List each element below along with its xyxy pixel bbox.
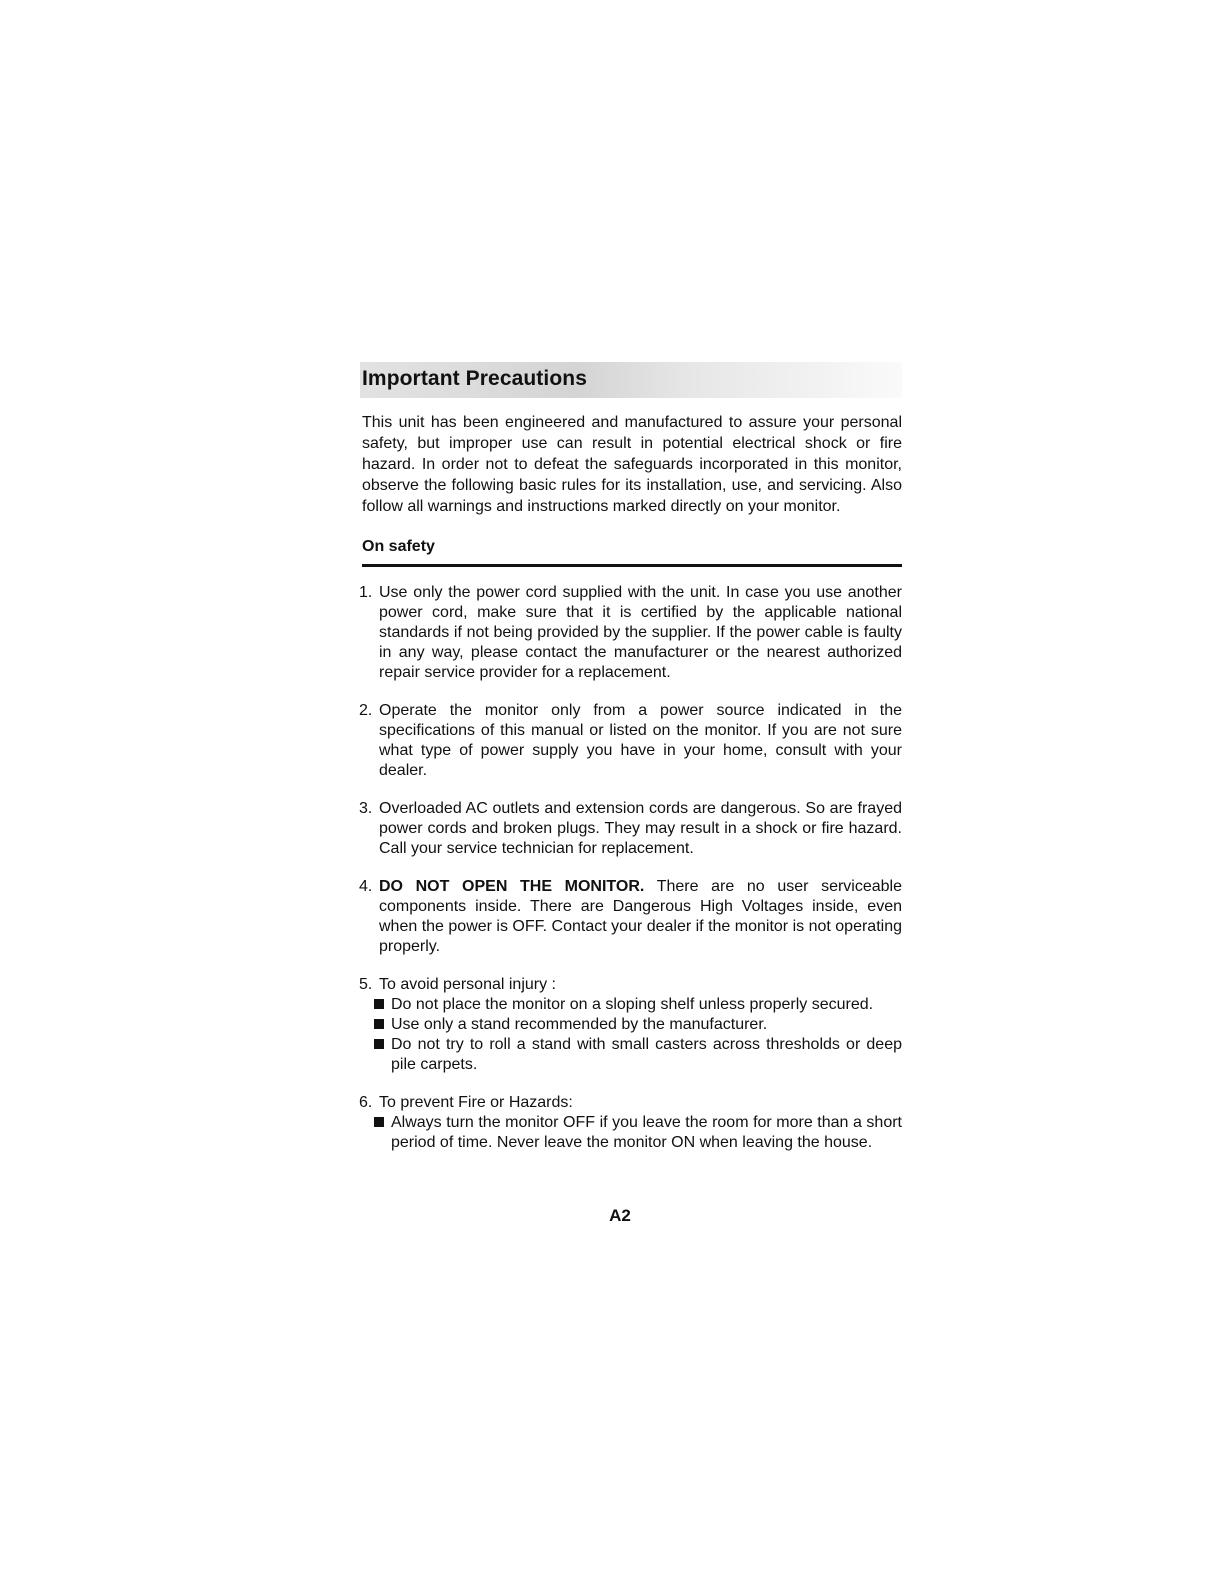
- page-title: Important Precautions: [362, 367, 587, 390]
- bullet-text: Do not try to roll a stand with small casters across thresholds or deep pile carpets.: [391, 1036, 902, 1073]
- item-number: 2.: [359, 702, 373, 719]
- square-bullet-icon: [374, 1039, 384, 1049]
- square-bullet-icon: [374, 1019, 384, 1029]
- bullet-text: Do not place the monitor on a sloping shelf unless properly secured.: [391, 996, 874, 1013]
- item-text: To prevent Fire or Hazards:: [379, 1094, 573, 1111]
- section-heading: On safety: [362, 538, 435, 555]
- intro-paragraph: This unit has been engineered and manufactured to assure your personal safety, but improper use can result in potential electrical shock or fire hazard. In order not to defeat the safeguards incorporated in this monitor, observe the following basic rules for its installation, use, and servicing. Also follow all warnings and instructions marked directly on your monitor.: [362, 414, 902, 515]
- safety-item-3: [359, 799, 902, 859]
- item-number: 5.: [359, 976, 373, 993]
- bullet-item: [374, 1035, 902, 1075]
- item-number: 6.: [359, 1094, 373, 1111]
- safety-item-6: [359, 1093, 902, 1153]
- square-bullet-icon: [374, 999, 384, 1009]
- safety-item-2: [359, 701, 902, 781]
- item-text: Use only the power cord supplied with the unit. In case you use another power cord, make sure that it is certified by the applicable national standards if not being provided by the supplier. If the power cable is faulty in any way, please contact the manufacturer or the nearest authorized repair service provider for a replacement.: [379, 584, 902, 681]
- square-bullet-icon: [374, 1117, 384, 1127]
- item-number: 1.: [359, 584, 373, 601]
- item-text: There are no user serviceable components inside. There are Dangerous High Voltages inside, even when the power is OFF. Contact your dealer if the monitor is not operating properly.: [379, 878, 902, 955]
- item-number: 4.: [359, 878, 373, 895]
- safety-item-5: [359, 975, 902, 1075]
- item-text: To avoid personal injury :: [379, 976, 556, 993]
- document-body: [359, 362, 902, 1153]
- safety-list: [359, 583, 902, 1153]
- page-number: A2: [609, 1206, 631, 1225]
- item-warning: DO NOT OPEN THE MONITOR.: [379, 878, 645, 895]
- item-text: Overloaded AC outlets and extension cords are dangerous. So are frayed power cords and broken plugs. They may result in a shock or fire hazard. Call your service technician for replacement.: [379, 800, 902, 857]
- title-banner: [360, 362, 902, 398]
- bullet-text: Always turn the monitor OFF if you leave the room for more than a short period of time. Never leave the monitor ON when leaving the house.: [391, 1114, 902, 1151]
- heading-rule: [362, 564, 902, 567]
- bullet-list: [374, 1113, 902, 1153]
- safety-item-1: [359, 583, 902, 683]
- bullet-item: [374, 1113, 902, 1153]
- bullet-item: [374, 1015, 902, 1035]
- bullet-item: [374, 995, 902, 1015]
- safety-item-4: [359, 877, 902, 957]
- bullet-list: [374, 995, 902, 1075]
- item-number: 3.: [359, 800, 373, 817]
- item-text: Operate the monitor only from a power source indicated in the specifications of this manual or listed on the monitor. If you are not sure what type of power supply you have in your home, consult with your dealer.: [379, 702, 902, 779]
- bullet-text: Use only a stand recommended by the manufacturer.: [391, 1016, 768, 1033]
